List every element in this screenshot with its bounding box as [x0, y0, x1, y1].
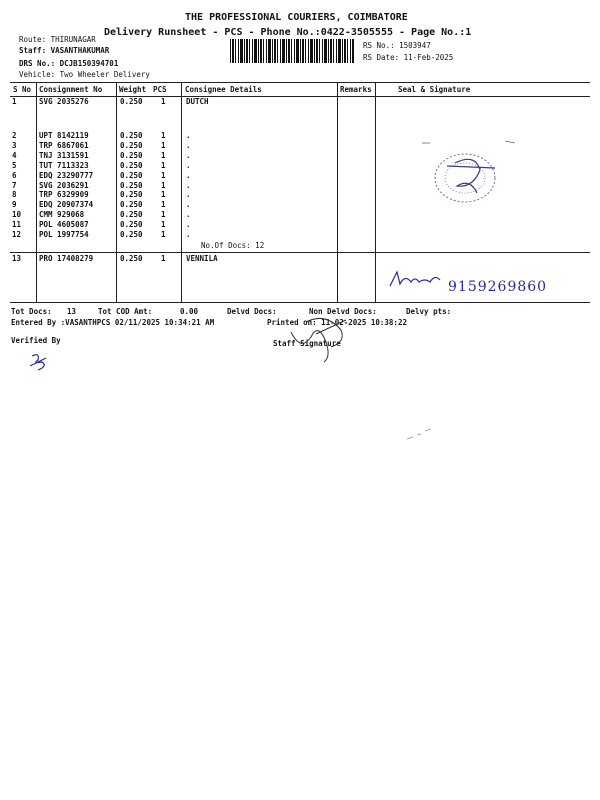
table-row-pcs: 1 [161, 131, 166, 140]
entered-by: Entered By :VASANTHPCS 02/11/2025 10:34:21 AM [11, 318, 215, 327]
delvd-docs: Delvd Docs: [227, 307, 277, 316]
tot-docs-value: 13 [67, 307, 77, 316]
table-row-pcs: 1 [161, 220, 166, 230]
table-top-line [10, 82, 590, 83]
tot-cod-value: 0.00 [180, 307, 199, 316]
table-row-pcs: 1 [161, 254, 166, 263]
table-row-sno: 2 [12, 131, 17, 140]
table-row-sno: 11 [12, 220, 22, 230]
table-row-consignment: TNJ 3131591 [39, 150, 89, 160]
delvy-pts: Delvy pts: [406, 307, 452, 316]
staff: Staff: VASANTHAKUMAR [19, 46, 110, 55]
consignee-signature [385, 264, 445, 294]
col-remarks: Remarks [340, 85, 372, 94]
col-weight: Weight [119, 85, 147, 94]
table-row-pcs: 1 [161, 180, 166, 190]
table-row-consignee: . [186, 230, 191, 239]
verifier-signature [28, 352, 52, 372]
col-pcs: PCS [153, 85, 167, 94]
table-row-consignment: POL 1997754 [39, 230, 89, 239]
table-row-consignee: . [186, 160, 191, 170]
table-row-pcs: 1 [161, 170, 166, 180]
table-row-sno: 8 [12, 190, 17, 200]
vehicle: Vehicle: Two Wheeler Delivery [19, 70, 150, 79]
table-row-consignment: CMM 929068 [39, 210, 85, 220]
col-seal-signature: Seal & Signature [398, 85, 471, 94]
table-row-consignee: . [186, 190, 191, 200]
table-row-consignee: . [186, 220, 191, 230]
table-row-consignee: . [186, 140, 191, 150]
printed-on: Printed on: 11-02-2025 10:38:22 [267, 318, 407, 327]
table-row-weight: 0.250 [120, 230, 143, 239]
table-row-consignee: . [186, 200, 191, 210]
no-of-docs: No.Of Docs: 12 [201, 241, 265, 250]
staff-signature [286, 312, 356, 367]
table-row-consignment: POL 4605087 [39, 220, 89, 230]
handwritten-phone: 9159269860 [448, 279, 548, 295]
table-row-pcs: 1 [161, 140, 166, 150]
col-consignee: Consignee Details [185, 85, 262, 94]
table-bottom-line [10, 302, 590, 303]
col-sno: S No [13, 85, 32, 94]
staff-signature-label: Staff Signature [273, 339, 341, 348]
table-row-consignment: EDQ 23290777 [39, 170, 94, 180]
table-row-weight: 0.250 [120, 150, 143, 160]
rs-number: RS No.: 1503947 [363, 41, 431, 50]
table-row-consignment: SVG 2036291 [39, 180, 89, 190]
table-row-pcs: 1 [161, 160, 166, 170]
table-row-consignee: VENNILA [186, 254, 218, 263]
table-row-consignment: PRO 17408279 [39, 254, 94, 263]
table-row-pcs: 1 [161, 150, 166, 160]
table-row-consignee: . [186, 131, 191, 140]
table-row-sno: 9 [12, 200, 17, 210]
company-title: THE PROFESSIONAL COURIERS, COIMBATORE [185, 12, 408, 23]
table-row-divider [10, 252, 590, 253]
table-row-sno: 12 [12, 230, 22, 239]
runsheet-subtitle: Delivery Runsheet - PCS - Phone No.:0422-3505555 - Page No.:1 [104, 27, 472, 38]
table-row-weight: 0.250 [120, 160, 143, 170]
table-row-weight: 0.250 [120, 190, 143, 200]
table-row-sno: 3 [12, 140, 17, 150]
table-row-consignment: TRP 6867061 [39, 140, 89, 150]
table-row-weight: 0.250 [120, 131, 143, 140]
table-row-sno: 4 [12, 150, 17, 160]
table-row-sno: 13 [12, 254, 22, 263]
route: Route: THIRUNAGAR [19, 35, 96, 44]
table-row-weight: 0.250 [120, 254, 143, 263]
table-row-weight: 0.250 [120, 97, 143, 106]
table-row-weight: 0.250 [120, 210, 143, 220]
table-row-consignee: DUTCH [186, 97, 209, 106]
table-row-consignment: TRP 6329909 [39, 190, 89, 200]
table-row-sno: 5 [12, 160, 17, 170]
table-row-pcs: 1 [161, 97, 166, 106]
table-row-consignee: . [186, 210, 191, 220]
table-row-pcs: 1 [161, 200, 166, 210]
table-row-consignment: EDQ 20907374 [39, 200, 94, 210]
rs-date: RS Date: 11-Feb-2025 [363, 53, 454, 62]
tot-docs-label: Tot Docs: [11, 307, 52, 316]
scan-mark [405, 425, 435, 445]
drs-number: DRS No.: DCJB150394701 [19, 59, 119, 68]
table-row-sno: 7 [12, 180, 17, 190]
col-consignment: Consignment No [39, 85, 103, 94]
table-row-consignment: SVG 2035276 [39, 97, 89, 106]
tot-cod-label: Tot COD Amt: [98, 307, 153, 316]
table-row-pcs: 1 [161, 210, 166, 220]
table-row-weight: 0.250 [120, 200, 143, 210]
table-row-weight: 0.250 [120, 180, 143, 190]
table-row-consignee: . [186, 170, 191, 180]
non-delvd-docs: Non Delvd Docs: [309, 307, 377, 316]
table-row-pcs: 1 [161, 230, 166, 239]
seal-stamp [425, 148, 515, 208]
table-row-weight: 0.250 [120, 220, 143, 230]
table-row-consignment: UPT 8142119 [39, 131, 89, 140]
table-row-sno: 6 [12, 170, 17, 180]
barcode [230, 39, 354, 63]
table-row-sno: 10 [12, 210, 22, 220]
table-row-consignee: . [186, 180, 191, 190]
table-row-weight: 0.250 [120, 140, 143, 150]
table-row-weight: 0.250 [120, 170, 143, 180]
table-row-consignee: . [186, 150, 191, 160]
table-row-consignment: TUT 7113323 [39, 160, 89, 170]
table-row-sno: 1 [12, 97, 17, 106]
table-row-pcs: 1 [161, 190, 166, 200]
verified-by: Verified By [11, 336, 61, 345]
